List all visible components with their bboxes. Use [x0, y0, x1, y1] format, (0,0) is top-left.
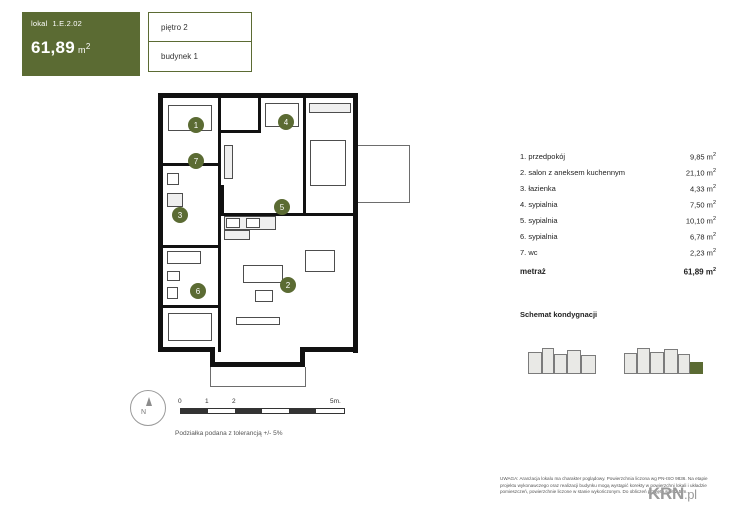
- legend-label: 2. salon z aneksem kuchennym: [520, 168, 626, 177]
- schema-cell: [567, 350, 581, 374]
- room-badge-7-label: 7: [193, 156, 199, 166]
- scale-tick-0: 0: [178, 398, 182, 405]
- room-badge-2-label: 2: [285, 280, 291, 290]
- legend-label: 5. sypialnia: [520, 216, 558, 225]
- terrace-bottom: [210, 386, 306, 387]
- legend-area: 7,50 $m^2$: [690, 200, 716, 210]
- room-badge-6-label: 6: [195, 286, 201, 296]
- legend-area: 4,33 $m^2$: [690, 184, 716, 194]
- floor-plan: [110, 85, 400, 395]
- balcony-right-bottom: [358, 202, 410, 203]
- unit-building-cell: [148, 42, 252, 72]
- bed-5: [310, 140, 346, 186]
- wardrobe-5: [309, 103, 351, 113]
- wall-right: [353, 93, 358, 353]
- watermark: [648, 484, 697, 504]
- room-badge-5: [274, 199, 290, 215]
- unit-area: [31, 38, 131, 58]
- watermark-suffix: .pl: [683, 487, 697, 502]
- kitchen-hob: [246, 218, 260, 228]
- legend-label: 6. sypialnia: [520, 232, 558, 241]
- legend-total-row: [520, 267, 716, 277]
- schema-block-right: [624, 348, 704, 378]
- wall-internal-h6: [306, 213, 353, 216]
- schema-cell: [581, 355, 596, 374]
- schema-cell: [624, 353, 637, 374]
- unit-label-row: [31, 19, 131, 28]
- wall-internal-v1: [218, 98, 221, 248]
- wall-bottom-notch: [210, 347, 305, 367]
- legend-row: [520, 168, 716, 178]
- legend-area: 2,23 $m^2$: [690, 248, 716, 258]
- room-badge-3: [172, 207, 188, 223]
- schema-cell-highlighted: [690, 362, 703, 374]
- hall-wardrobe: [224, 145, 233, 179]
- unit-header: [22, 12, 262, 82]
- room-badge-6: [190, 283, 206, 299]
- legend-row: [520, 200, 716, 210]
- legend-area: 6,78 $m^2$: [690, 232, 716, 242]
- legend-total-label: metraż: [520, 266, 546, 276]
- schema-title: Schemat kondygnacji: [520, 310, 598, 319]
- bathtub: [167, 251, 201, 264]
- room-badge-1-label: 1: [193, 120, 199, 130]
- unit-area-badge: [22, 12, 140, 76]
- scale-tick-2: 2: [232, 398, 236, 405]
- tv-unit: [236, 317, 280, 325]
- wall-internal-h3: [163, 305, 221, 308]
- toilet-7: [167, 173, 179, 185]
- wall-internal-v5: [221, 185, 224, 215]
- sofa: [243, 265, 283, 283]
- schema-cell: [650, 352, 664, 374]
- unit-code: 1.E.2.02: [52, 19, 82, 28]
- unit-meta: [148, 12, 252, 72]
- compass-arrow-icon: [146, 397, 152, 406]
- balcony-right: [358, 145, 410, 146]
- scale-segment-3: [289, 409, 316, 413]
- scale-segment-1: [181, 409, 208, 413]
- schema-cell: [528, 352, 542, 374]
- legend-row: [520, 216, 716, 226]
- schema-cell: [542, 348, 554, 374]
- legend-row: [520, 184, 716, 194]
- schema-cell: [637, 348, 650, 374]
- balcony-right-edge: [409, 145, 410, 203]
- unit-building: budynek 1: [161, 52, 198, 61]
- schema-cell: [554, 354, 567, 374]
- washbasin-3: [167, 271, 180, 281]
- legend-area: 10,10 $m^2$: [685, 216, 716, 226]
- scale-note: Podziałka podana z tolerancją +/- 5%: [175, 430, 283, 437]
- wall-internal-h2: [163, 245, 221, 248]
- room-legend: [520, 152, 716, 276]
- schema-block-left: [528, 348, 598, 378]
- washer-7: [167, 193, 183, 207]
- schema-cell: [664, 349, 678, 374]
- floor-schema: [528, 348, 703, 380]
- wall-internal-v4: [303, 98, 306, 216]
- kitchen-sink: [226, 218, 240, 228]
- scale-bar-block: [130, 390, 380, 445]
- room-badge-5-label: 5: [279, 202, 285, 212]
- unit-area-value: 61,89: [31, 38, 76, 57]
- wall-left: [158, 93, 163, 351]
- wall-internal-h4: [221, 130, 261, 133]
- terrace-left: [210, 367, 211, 387]
- room-badge-4-label: 4: [283, 117, 289, 127]
- unit-floor: piętro 2: [161, 22, 188, 32]
- room-badge-2: [280, 277, 296, 293]
- legend-row: [520, 152, 716, 162]
- unit-area-unit: $m^2$: [78, 42, 91, 55]
- compass-icon: [130, 390, 166, 426]
- watermark-text: KRN: [648, 484, 684, 503]
- room-badge-7: [188, 153, 204, 169]
- legend-label: 4. sypialnia: [520, 200, 558, 209]
- wall-top-right-stub: [338, 93, 358, 98]
- legend-row: [520, 232, 716, 242]
- legend-area: 21,10 $m^2$: [685, 168, 716, 178]
- legend-label: 1. przedpokój: [520, 152, 566, 161]
- room-badge-1: [188, 117, 204, 133]
- dining-table: [305, 250, 335, 272]
- kitchen-cabinet: [224, 230, 250, 240]
- coffee-table: [255, 290, 273, 302]
- room-badge-4: [278, 114, 294, 130]
- scale-tick-1: 1: [205, 398, 209, 405]
- legend-label: 7. wc: [520, 248, 538, 257]
- toilet-3: [167, 287, 178, 299]
- terrace-right: [305, 367, 306, 387]
- bed-6: [168, 313, 212, 341]
- legend-label: 3. łazienka: [520, 184, 556, 193]
- wall-internal-v3: [258, 98, 261, 133]
- disclaimer: UWAGA: Aranżacja lokalu ma charakter poglądowy. Powierzchnia liczona wg PN-ISO 9836. Na etapie projektu wykonawczego oraz realizacji budynku mogą wystąpić korekty w powierzchni lokali i układzie pomieszczeń, powierzchnie liczone w stanie wykończonym. Do obliczeń przyjęto sufit 2,5 m.: [500, 476, 708, 495]
- unit-label: lokal: [31, 19, 48, 28]
- scale-tick-3: 5m.: [330, 398, 341, 405]
- legend-row: [520, 248, 716, 258]
- unit-floor-cell: [148, 12, 252, 42]
- compass-label: N: [141, 409, 147, 416]
- scale-segment-2: [235, 409, 262, 413]
- schema-cell: [678, 354, 690, 374]
- legend-total-value: 61,89 $m^2$: [683, 266, 716, 277]
- room-badge-3-label: 3: [177, 210, 183, 220]
- scale-bar: [180, 408, 345, 414]
- legend-area: 9,85 $m^2$: [690, 152, 716, 162]
- wall-internal-v2: [218, 245, 221, 352]
